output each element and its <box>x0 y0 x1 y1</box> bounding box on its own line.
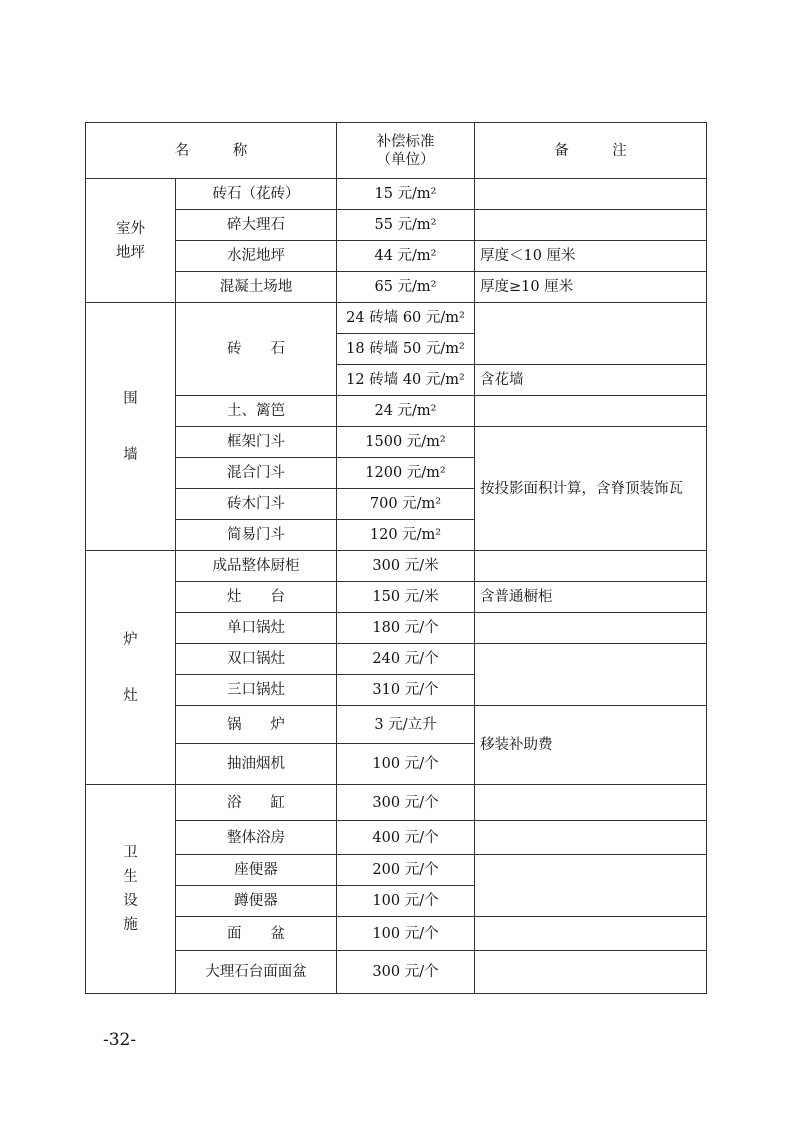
item-note <box>475 303 707 365</box>
item-note: 厚度≥10 厘米 <box>475 272 707 303</box>
item-name: 双口锅灶 <box>176 644 337 675</box>
item-name: 碎大理石 <box>176 210 337 241</box>
item-name: 蹲便器 <box>176 886 337 917</box>
item-price: 300 元/个 <box>337 951 475 994</box>
item-price: 24 砖墙 60 元/m² <box>337 303 475 334</box>
item-name: 三口锅灶 <box>176 675 337 706</box>
item-name: 锅 炉 <box>176 706 337 744</box>
item-note: 含普通橱柜 <box>475 582 707 613</box>
item-name: 座便器 <box>176 855 337 886</box>
item-price: 310 元/个 <box>337 675 475 706</box>
item-price: 65 元/m² <box>337 272 475 303</box>
table-row <box>86 303 707 334</box>
table-row <box>86 951 707 994</box>
group-stove: 炉 灶 <box>86 551 176 785</box>
item-price: 100 元/个 <box>337 744 475 785</box>
item-name: 水泥地坪 <box>176 241 337 272</box>
item-name: 单口锅灶 <box>176 613 337 644</box>
table-row <box>86 396 707 427</box>
header-standard: 补偿标准 （单位） <box>337 123 475 179</box>
table-row <box>86 427 707 458</box>
item-price: 12 砖墙 40 元/m² <box>337 365 475 396</box>
item-name: 框架门斗 <box>176 427 337 458</box>
item-note <box>475 855 707 917</box>
table-row <box>86 855 707 886</box>
item-name: 面 盆 <box>176 917 337 951</box>
table-row <box>86 613 707 644</box>
compensation-table <box>85 122 707 994</box>
item-note <box>475 644 707 706</box>
header-name: 名 称 <box>86 123 337 179</box>
item-note: 含花墙 <box>475 365 707 396</box>
group-wall: 围 墙 <box>86 303 176 551</box>
item-price: 100 元/个 <box>337 917 475 951</box>
table-row <box>86 582 707 613</box>
item-name: 混凝土场地 <box>176 272 337 303</box>
item-price: 3 元/立升 <box>337 706 475 744</box>
item-note <box>475 551 707 582</box>
item-name: 浴 缸 <box>176 785 337 821</box>
item-name: 大理石台面面盆 <box>176 951 337 994</box>
table-header-row <box>86 123 707 179</box>
item-name: 砖石（花砖） <box>176 179 337 210</box>
item-name: 砖木门斗 <box>176 489 337 520</box>
item-price: 55 元/m² <box>337 210 475 241</box>
table-row <box>86 785 707 821</box>
table-row <box>86 917 707 951</box>
table-row <box>86 821 707 855</box>
table-row <box>86 706 707 744</box>
table-row <box>86 241 707 272</box>
table-row <box>86 644 707 675</box>
item-price: 150 元/米 <box>337 582 475 613</box>
page-number: -32- <box>103 1030 137 1050</box>
item-name: 土、篱笆 <box>176 396 337 427</box>
group-outdoor: 室外 地坪 <box>86 179 176 303</box>
table-row <box>86 272 707 303</box>
item-price: 180 元/个 <box>337 613 475 644</box>
item-name: 抽油烟机 <box>176 744 337 785</box>
item-note <box>475 951 707 994</box>
item-note <box>475 785 707 821</box>
item-price: 18 砖墙 50 元/m² <box>337 334 475 365</box>
item-note: 厚度＜10 厘米 <box>475 241 707 272</box>
item-note: 移装补助费 <box>475 706 707 785</box>
item-price: 1500 元/m² <box>337 427 475 458</box>
item-note <box>475 821 707 855</box>
item-price: 1200 元/m² <box>337 458 475 489</box>
table-row <box>86 551 707 582</box>
item-note <box>475 179 707 210</box>
item-note: 按投影面积计算，含脊顶装饰瓦 <box>475 427 707 551</box>
item-price: 100 元/个 <box>337 886 475 917</box>
item-price: 200 元/个 <box>337 855 475 886</box>
item-name: 成品整体厨柜 <box>176 551 337 582</box>
item-price: 700 元/m² <box>337 489 475 520</box>
table-row <box>86 210 707 241</box>
item-price: 240 元/个 <box>337 644 475 675</box>
item-price: 400 元/个 <box>337 821 475 855</box>
item-note <box>475 210 707 241</box>
item-note <box>475 917 707 951</box>
item-price: 120 元/m² <box>337 520 475 551</box>
item-note <box>475 613 707 644</box>
item-name: 砖 石 <box>176 303 337 396</box>
group-sanitary: 卫 生 设 施 <box>86 785 176 994</box>
item-name: 整体浴房 <box>176 821 337 855</box>
item-price: 300 元/米 <box>337 551 475 582</box>
item-name: 灶 台 <box>176 582 337 613</box>
item-price: 24 元/m² <box>337 396 475 427</box>
item-name: 混合门斗 <box>176 458 337 489</box>
item-price: 44 元/m² <box>337 241 475 272</box>
header-remark: 备 注 <box>475 123 707 179</box>
item-note <box>475 396 707 427</box>
item-price: 15 元/m² <box>337 179 475 210</box>
item-name: 简易门斗 <box>176 520 337 551</box>
item-price: 300 元/个 <box>337 785 475 821</box>
table-row <box>86 179 707 210</box>
